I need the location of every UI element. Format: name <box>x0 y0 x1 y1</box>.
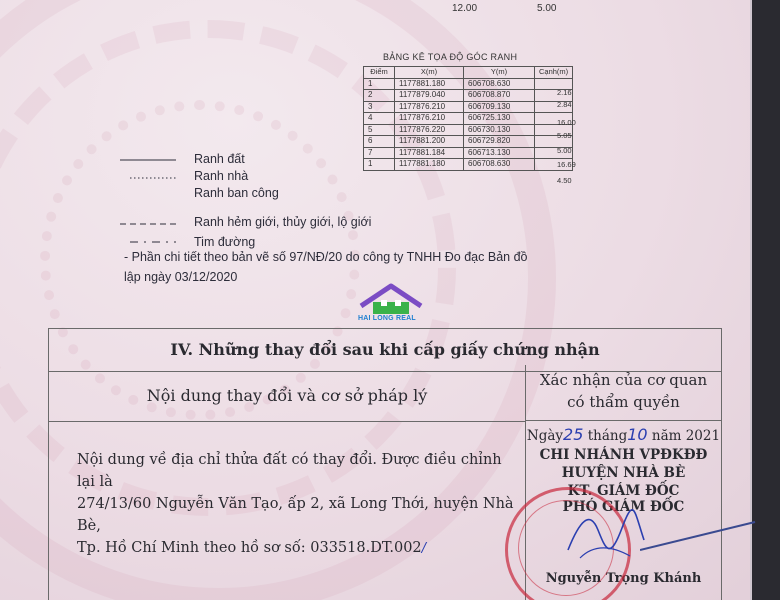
date-prefix: Ngày <box>526 428 564 444</box>
authority-line: PHÓ GIÁM ĐỐC <box>562 499 685 515</box>
edge-length: 5.05 <box>557 131 572 140</box>
pen-stroke <box>640 520 760 560</box>
logo-text: HAI LONG REAL <box>358 315 416 322</box>
top-dimension-2: 5.00 <box>537 3 557 14</box>
cell-y: 606730.130 <box>464 124 535 136</box>
cell-point: 7 <box>364 147 395 159</box>
edge-length: 16.00 <box>557 118 576 127</box>
cell-x: 1177876.210 <box>395 101 464 113</box>
authority-line: HUYỆN NHÀ BÈ <box>561 465 686 481</box>
right-header-line: có thẩm quyền <box>567 393 680 411</box>
table-row <box>364 78 573 90</box>
cell-point: 1 <box>364 159 395 171</box>
cell-point: 5 <box>364 124 395 136</box>
cell-y: 606709.130 <box>464 101 535 113</box>
cell-y: 606708.630 <box>464 78 535 90</box>
date-month: 10 <box>627 425 648 444</box>
edge-length: 16.69 <box>557 160 576 169</box>
date-year: năm 2021 <box>651 428 721 444</box>
right-column-header <box>526 365 721 421</box>
legend-label: Tim đường <box>194 235 256 249</box>
edge-length: 2.84 <box>557 100 572 109</box>
table-row <box>364 159 573 171</box>
content-line-text: Tp. Hồ Chí Minh theo hồ sơ số: 033518.DT.002 <box>77 540 422 556</box>
table-header: Y(m) <box>464 67 535 79</box>
cell-y: 606708.630 <box>464 159 535 171</box>
cell-point: 1 <box>364 78 395 90</box>
legend-label: Ranh đất <box>194 152 245 166</box>
legend-label: Ranh hẻm giới, thủy giới, lộ giới <box>194 215 372 229</box>
confirmation-date <box>526 425 721 444</box>
cell-y: 606713.130 <box>464 147 535 159</box>
signer-name: Nguyễn Trọng Khánh <box>545 571 702 586</box>
date-month-label: tháng <box>587 428 628 444</box>
coords-table-title: BẢNG KÊ TỌA ĐỘ GÓC RANH <box>383 52 518 62</box>
content-line: 274/13/60 Nguyễn Văn Tạo, ấp 2, xã Long Thới, huyện Nhà Bè, <box>77 496 514 534</box>
cell-point: 4 <box>364 113 395 125</box>
drawing-note-line: - Phần chi tiết theo bản vẽ số 97/NĐ/20 do công ty TNHH Đo đạc Bản đồ <box>124 250 528 264</box>
cell-x: 1177879.040 <box>395 90 464 102</box>
edge-length: 2.16 <box>557 88 572 97</box>
cell-x: 1177881.180 <box>395 78 464 90</box>
cell-x: 1177881.184 <box>395 147 464 159</box>
table-header: Cạnh(m) <box>535 67 573 79</box>
cell-point: 2 <box>364 90 395 102</box>
handwritten-mark: / <box>421 541 427 556</box>
cell-x: 1177881.180 <box>395 159 464 171</box>
content-line <box>77 537 517 560</box>
section-title: IV. Những thay đổi sau khi cấp giấy chứng nhận <box>49 329 721 372</box>
change-content <box>77 449 517 560</box>
cell-y: 606725.130 <box>464 113 535 125</box>
table-header: X(m) <box>395 67 464 79</box>
signature <box>560 500 650 570</box>
edge-length: 4.50 <box>557 176 572 185</box>
authority-line: KT. GIÁM ĐỐC <box>567 483 680 499</box>
cell-y: 606708.870 <box>464 90 535 102</box>
table-row <box>364 101 573 113</box>
cell-point: 6 <box>364 136 395 148</box>
cell-x: 1177881.200 <box>395 136 464 148</box>
content-line: Nội dung về địa chỉ thửa đất có thay đổi. Được điều chỉnh lại là <box>77 452 502 490</box>
cell-x: 1177876.220 <box>395 124 464 136</box>
authority-line: CHI NHÁNH VPĐKĐĐ <box>539 447 708 463</box>
edge-length: 5.00 <box>557 146 572 155</box>
date-day: 25 <box>563 425 584 444</box>
cell-x: 1177876.210 <box>395 113 464 125</box>
table-row <box>364 136 573 148</box>
table-header: Điểm <box>364 67 395 79</box>
legend-label: Ranh ban công <box>194 186 279 200</box>
coords-table <box>363 66 573 171</box>
cell-point: 3 <box>364 101 395 113</box>
right-header-line: Xác nhận của cơ quan <box>539 371 708 389</box>
table-header-row <box>364 67 573 79</box>
legend-symbols <box>120 155 180 255</box>
drawing-note-line: lập ngày 03/12/2020 <box>124 270 238 284</box>
top-dimension-1: 12.00 <box>452 3 478 14</box>
legend-label: Ranh nhà <box>194 169 249 183</box>
table-row <box>364 90 573 102</box>
cell-y: 606729.820 <box>464 136 535 148</box>
left-column-header: Nội dung thay đổi và cơ sở pháp lý <box>49 371 525 422</box>
table-row <box>364 147 573 159</box>
table-row <box>364 113 573 125</box>
dark-border <box>752 0 780 600</box>
table-row <box>364 124 573 136</box>
